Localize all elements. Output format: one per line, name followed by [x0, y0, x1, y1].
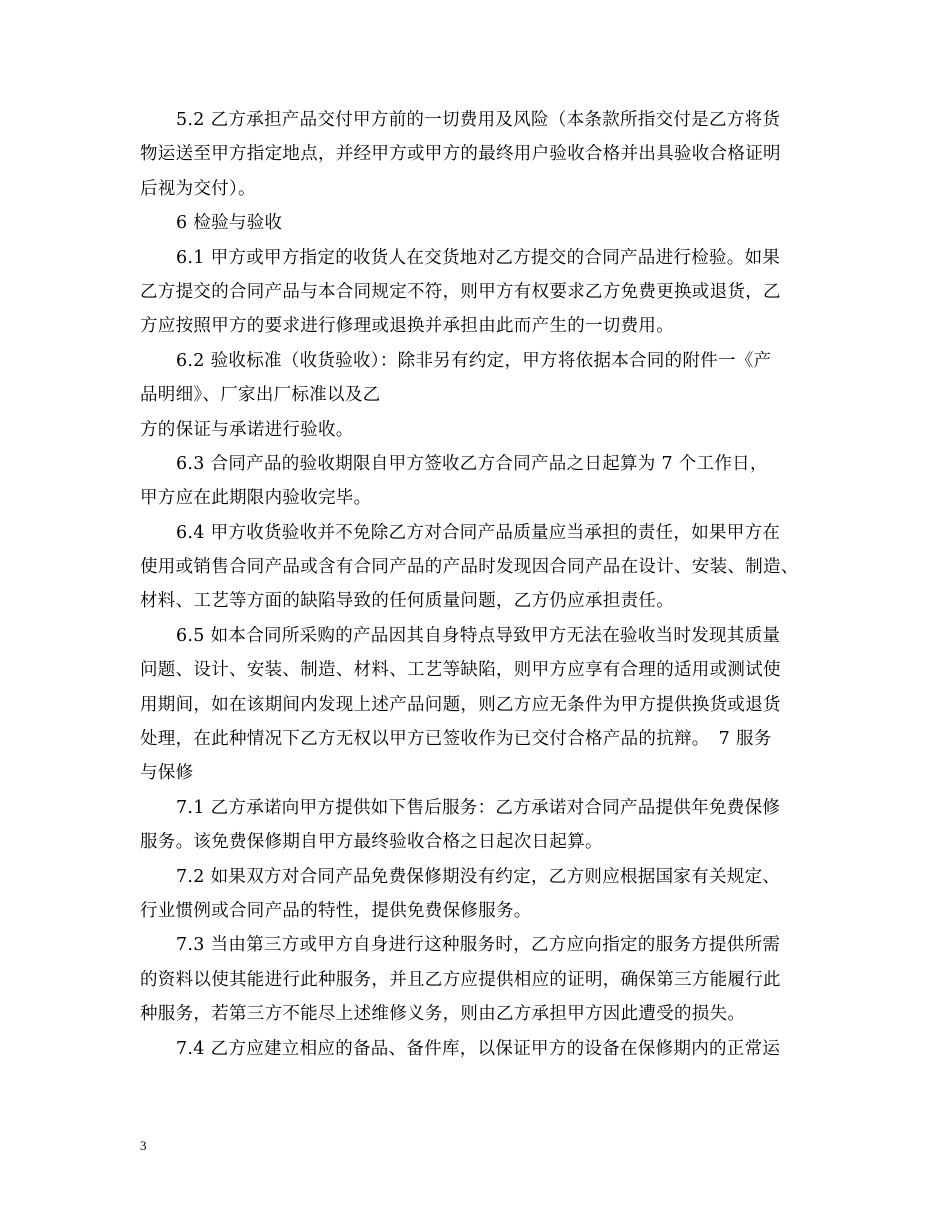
text-line: 服务。该免费保修期自甲方最终验收合格之日起次日起算。 [140, 832, 603, 853]
text-line: 行业惯例或合同产品的特性，提供免费保修服务。 [140, 900, 532, 921]
text-line: 6.1 甲方或甲方指定的收货人在交货地对乙方提交的合同产品进行检验。如果 [176, 247, 781, 268]
text-line: 乙方提交的合同产品与本合同规定不符，则甲方有权要求乙方免费更换或退货，乙 [140, 281, 781, 302]
text-line: 后视为交付）。 [140, 178, 256, 199]
text-line: 6.3 合同产品的验收期限自甲方签收乙方合同产品之日起算为 7 个工作日， [176, 453, 768, 474]
text-line: 7.1 乙方承诺向甲方提供如下售后服务：乙方承诺对合同产品提供年免费保修 [176, 797, 781, 818]
page-number: 3 [140, 1138, 147, 1153]
text-line: 7.2 如果双方对合同产品免费保修期没有约定，乙方则应根据国家有关规定、 [176, 866, 781, 887]
text-line: 使用或销售合同产品或含有合同产品的产品时发现因合同产品在设计、安装、制造、 [140, 557, 799, 578]
text-line: 用期间，如在该期间内发现上述产品问题，则乙方应无条件为甲方提供换货或退货 [140, 694, 781, 715]
text-line: 甲方应在此期限内验收完毕。 [140, 488, 372, 509]
text-line: 问题、设计、安装、制造、材料、工艺等缺陷，则甲方应享有合理的适用或测试使 [140, 660, 781, 681]
text-line: 7.4 乙方应建立相应的备品、备件库，以保证甲方的设备在保修期内的正常运 [176, 1038, 781, 1059]
text-line: 种服务，若第三方不能尽上述维修义务，则由乙方承担甲方因此遭受的损失。 [140, 1004, 746, 1025]
text-line: 材料、工艺等方面的缺陷导致的任何质量问题，乙方仍应承担责任。 [140, 591, 674, 612]
text-line: 6.5 如本合同所采购的产品因其自身特点导致甲方无法在验收当时发现其质量 [176, 625, 781, 646]
text-line: 的资料以使其能进行此种服务，并且乙方应提供相应的证明，确保第三方能履行此 [140, 969, 781, 990]
text-line: 品明细》、厂家出厂标准以及乙 [140, 385, 381, 406]
text-line: 5.2 乙方承担产品交付甲方前的一切费用及风险（本条款所指交付是乙方将货 [176, 110, 781, 130]
text-line: 方应按照甲方的要求进行修理或退换并承担由此而产生的一切费用。 [140, 316, 674, 337]
text-line: 6.2 验收标准（收货验收）：除非另有约定，甲方将依据本合同的附件一《产 [176, 350, 772, 371]
text-line: 6.4 甲方收货验收并不免除乙方对合同产品质量应当承担的责任，如果甲方在 [176, 522, 781, 543]
text-line: 物运送至甲方指定地点，并经甲方或甲方的最终用户验收合格并出具验收合格证明 [140, 144, 781, 165]
document-body [140, 103, 830, 1066]
text-line: 处理，在此种情况下乙方无权以甲方已签收作为已交付合格产品的抗辩。 7 服务 [140, 729, 772, 750]
text-line: 6 检验与验收 [176, 213, 283, 234]
text-line: 与保修 [140, 763, 194, 784]
text-line: 7.3 当由第三方或甲方自身进行这种服务时，乙方应向指定的服务方提供所需 [176, 935, 781, 956]
text-line: 方的保证与承诺进行验收。 [140, 419, 354, 440]
